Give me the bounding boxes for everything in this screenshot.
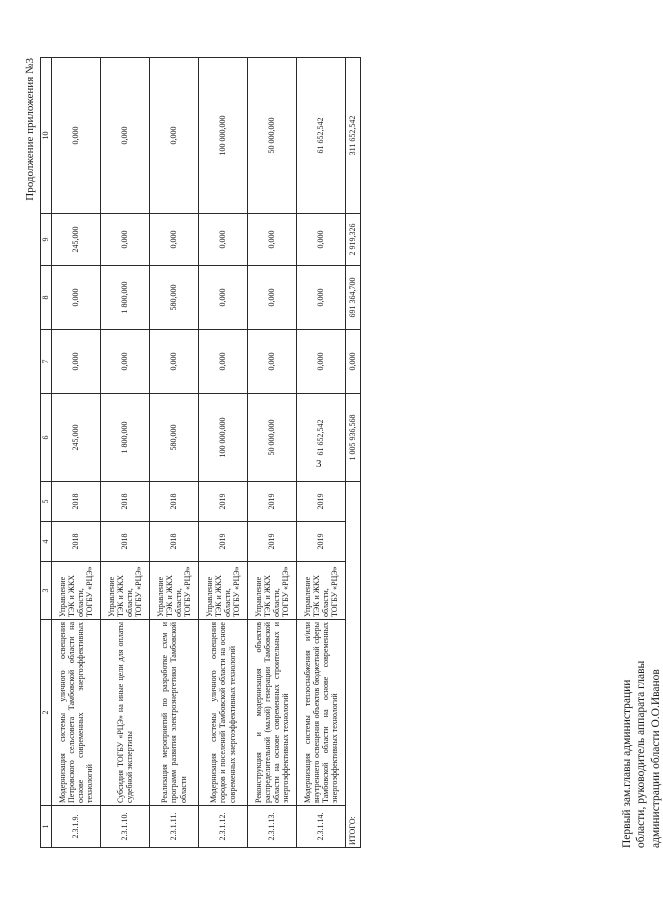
row-col8: 580,000 <box>150 266 199 330</box>
row-total-amount: 245,000 <box>52 394 101 482</box>
row-col7: 0,000 <box>52 330 101 394</box>
row-total-amount: 61 652,542 <box>297 394 346 482</box>
row-col9: 0,000 <box>101 214 150 266</box>
row-col10: 100 000,000 <box>199 58 248 214</box>
total-col10: 311 652,542 <box>346 58 361 214</box>
row-col9: 0,000 <box>297 214 346 266</box>
total-amount: 1 005 936,568 <box>346 394 361 482</box>
row-col7: 0,000 <box>150 330 199 394</box>
row-col8: 0,000 <box>52 266 101 330</box>
row-col8: 0,000 <box>199 266 248 330</box>
row-code: 2.3.1.9. <box>52 806 101 848</box>
row-code: 2.3.1.14. <box>297 806 346 848</box>
row-col8: 0,000 <box>248 266 297 330</box>
table-row <box>297 58 346 848</box>
row-organization: Управление ТЭК и ЖКХ области, ТОГБУ «РЦЭ» <box>101 562 150 620</box>
row-col7: 0,000 <box>101 330 150 394</box>
header-cell: 1 <box>41 806 52 848</box>
total-col9: 2 919,326 <box>346 214 361 266</box>
row-year-start: 2019 <box>248 522 297 562</box>
row-col10: 50 000,000 <box>248 58 297 214</box>
signature-block <box>620 528 663 848</box>
row-col7: 0,000 <box>199 330 248 394</box>
header-cell: 10 <box>41 58 52 214</box>
table-row <box>150 58 199 848</box>
row-total-amount: 50 000,000 <box>248 394 297 482</box>
row-col10: 0,000 <box>52 58 101 214</box>
row-description: Модернизация системы уличного освещения городов и поселений Тамбовской области на основе современных энергоэффективных технологий <box>199 620 248 806</box>
table-row <box>101 58 150 848</box>
header-cell: 3 <box>41 562 52 620</box>
row-year-end: 2018 <box>101 482 150 522</box>
row-code: 2.3.1.13. <box>248 806 297 848</box>
header-cell: 6 <box>41 394 52 482</box>
continuation-label: Продолжение приложения №3 <box>24 58 36 201</box>
row-year-start: 2019 <box>199 522 248 562</box>
row-col10: 61 652,542 <box>297 58 346 214</box>
total-col7: 0,000 <box>346 330 361 394</box>
header-cell: 2 <box>41 620 52 806</box>
row-year-end: 2018 <box>150 482 199 522</box>
row-organization: Управление ТЭК и ЖКХ области, ТОГБУ «РЦЭ» <box>52 562 101 620</box>
row-col9: 0,000 <box>248 214 297 266</box>
row-col10: 0,000 <box>101 58 150 214</box>
appendix-table <box>40 57 361 848</box>
total-col8: 691 364,700 <box>346 266 361 330</box>
total-row <box>346 58 361 848</box>
signature-line: области, руководитель аппарата главы <box>635 660 648 848</box>
row-total-amount: 580,000 <box>150 394 199 482</box>
signature-line: администрации области О.О.Иванов <box>649 669 662 848</box>
row-organization: Управление ТЭК и ЖКХ области, ТОГБУ «РЦЭ» <box>199 562 248 620</box>
row-year-start: 2018 <box>52 522 101 562</box>
table-row <box>248 58 297 848</box>
row-description: Реализация мероприятий по разработке схем и программ развития электроэнергетики Тамбовской области <box>150 620 199 806</box>
row-col9: 0,000 <box>199 214 248 266</box>
row-col9: 245,000 <box>52 214 101 266</box>
header-cell: 8 <box>41 266 52 330</box>
row-col7: 0,000 <box>297 330 346 394</box>
row-year-end: 2019 <box>297 482 346 522</box>
row-description: Субсидия ТОГБУ «РЦЭ» на иные цели для оплаты судебной экспертизы <box>101 620 150 806</box>
row-year-start: 2019 <box>297 522 346 562</box>
row-year-start: 2018 <box>150 522 199 562</box>
table-row <box>52 58 101 848</box>
row-total-amount: 100 000,000 <box>199 394 248 482</box>
row-organization: Управление ТЭК и ЖКХ области, ТОГБУ «РЦЭ» <box>150 562 199 620</box>
row-organization: Управление ТЭК и ЖКХ области, ТОГБУ «РЦЭ» <box>248 562 297 620</box>
signature-line: Первый зам.главы администрации <box>621 679 633 848</box>
row-code: 2.3.1.10. <box>101 806 150 848</box>
row-col10: 0,000 <box>150 58 199 214</box>
row-description: Модернизация системы уличного освещения Петровского сельсовета Тамбовской области на основе современных энергоэффективных технологий <box>52 620 101 806</box>
row-code: 2.3.1.12. <box>199 806 248 848</box>
row-year-start: 2018 <box>101 522 150 562</box>
row-col8: 1 800,000 <box>101 266 150 330</box>
header-cell: 5 <box>41 482 52 522</box>
row-code: 2.3.1.11. <box>150 806 199 848</box>
row-total-amount: 1 800,000 <box>101 394 150 482</box>
header-cell: 4 <box>41 522 52 562</box>
row-description: Реконструкция и модернизация объектов распределительной (малой) генерации Тамбовской области на основе современных строительных и энергоэффективных технологий <box>248 620 297 806</box>
row-col7: 0,000 <box>248 330 297 394</box>
row-year-end: 2018 <box>52 482 101 522</box>
row-col8: 0,000 <box>297 266 346 330</box>
row-col9: 0,000 <box>150 214 199 266</box>
row-description: Модернизация системы теплоснабжения и/или внутреннего освещения объектов бюджетной сферы Тамбовской области на основе современных энергоэффективных технологий <box>297 620 346 806</box>
table-row <box>199 58 248 848</box>
rotated-page-content <box>24 58 662 848</box>
header-row <box>41 58 52 848</box>
header-cell: 9 <box>41 214 52 266</box>
page-number: 3 <box>316 458 322 470</box>
row-year-end: 2019 <box>199 482 248 522</box>
total-label: ИТОГО: <box>346 482 361 848</box>
header-cell: 7 <box>41 330 52 394</box>
row-year-end: 2019 <box>248 482 297 522</box>
row-organization: Управление ТЭК и ЖКХ области, ТОГБУ «РЦЭ» <box>297 562 346 620</box>
